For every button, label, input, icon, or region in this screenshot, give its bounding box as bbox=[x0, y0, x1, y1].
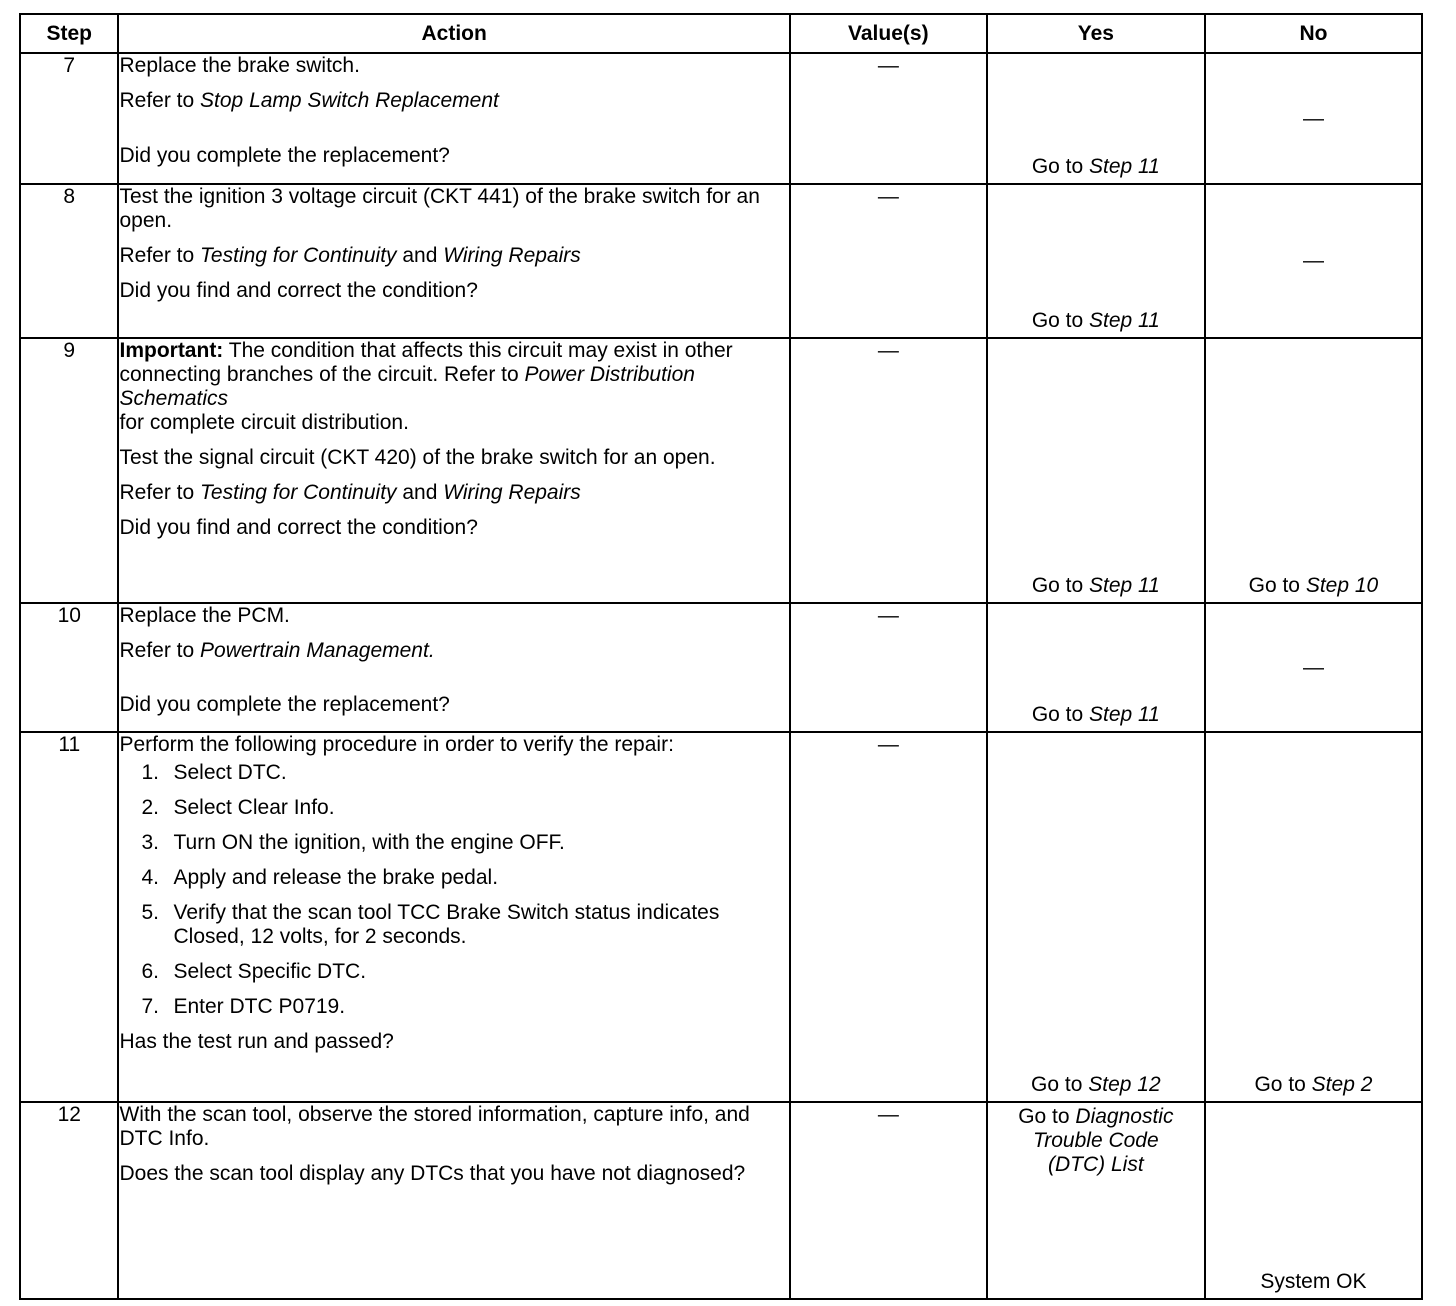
no-cell bbox=[1205, 184, 1422, 338]
value-cell: — bbox=[790, 184, 987, 338]
yes-action bbox=[988, 1105, 1204, 1177]
yes-cell bbox=[987, 184, 1205, 338]
goto-prefix: Go to bbox=[1031, 309, 1090, 332]
goto-prefix: Go to bbox=[1254, 1073, 1312, 1096]
goto-link[interactable]: Step 10 bbox=[1305, 574, 1379, 597]
table-row-step-12 bbox=[20, 1102, 1422, 1299]
action-question: Did you complete the replacement? bbox=[119, 144, 450, 167]
value-cell: — bbox=[790, 1102, 987, 1299]
ref-link[interactable]: Stop Lamp Switch Replacement bbox=[200, 89, 499, 112]
yes-cell bbox=[987, 53, 1205, 184]
yes-action bbox=[988, 574, 1204, 598]
procedure-item-text: Select DTC. bbox=[173, 761, 287, 784]
header-row bbox=[20, 14, 1422, 53]
no-cell bbox=[1205, 603, 1422, 732]
ref-prefix: Refer to bbox=[119, 639, 201, 662]
goto-prefix: Go to bbox=[1018, 1105, 1076, 1128]
table-row-step-7 bbox=[20, 53, 1422, 184]
ref-link[interactable]: Testing for Continuity bbox=[200, 481, 397, 504]
header-values: Value(s) bbox=[790, 14, 987, 53]
action-text: Perform the following procedure in order to verify the repair: bbox=[119, 733, 674, 756]
no-cell bbox=[1205, 732, 1422, 1102]
action-text: Replace the brake switch. bbox=[119, 54, 360, 77]
procedure-item bbox=[141, 901, 788, 949]
yes-action bbox=[988, 703, 1204, 727]
action-reference bbox=[119, 481, 788, 505]
goto-prefix: Go to bbox=[1031, 155, 1090, 178]
goto-link[interactable]: Step 12 bbox=[1088, 1073, 1161, 1096]
ref-link[interactable]: Wiring Repairs bbox=[443, 244, 581, 267]
no-dash: — bbox=[1302, 106, 1324, 130]
step-number: 8 bbox=[20, 184, 118, 338]
no-action bbox=[1206, 1073, 1421, 1097]
ref-prefix: Refer to bbox=[119, 89, 201, 112]
ref-prefix: Refer to bbox=[119, 481, 201, 504]
header-action: Action bbox=[118, 14, 789, 53]
procedure-item-number: 7. bbox=[141, 995, 159, 1018]
ref-prefix: Refer to bbox=[119, 244, 201, 267]
action-text: Test the ignition 3 voltage circuit (CKT 441) of the brake switch for an open. bbox=[119, 185, 760, 232]
goto-prefix: Go to bbox=[1031, 703, 1090, 726]
important-text: The condition that affects this circuit may exist in other connecting branches of the circuit. Refer to bbox=[119, 339, 733, 386]
yes-cell bbox=[987, 732, 1205, 1102]
procedure-item-text: Turn ON the ignition, with the engine OFF. bbox=[173, 831, 565, 854]
value-cell: — bbox=[790, 732, 987, 1102]
table-row-step-10 bbox=[20, 603, 1422, 732]
header-no: No bbox=[1205, 14, 1422, 53]
goto-link[interactable]: Step 11 bbox=[1089, 155, 1160, 178]
ref-link[interactable]: Power Distribution Schematics bbox=[119, 363, 695, 410]
no-action bbox=[1206, 574, 1421, 598]
value-cell: — bbox=[790, 338, 987, 603]
procedure-item-number: 5. bbox=[141, 901, 159, 924]
action-reference bbox=[119, 639, 788, 663]
important-label: Important: bbox=[119, 339, 224, 362]
action-reference bbox=[119, 89, 788, 113]
procedure-item bbox=[141, 995, 788, 1019]
procedure-item-number: 2. bbox=[141, 796, 159, 819]
procedure-item-text: Apply and release the brake pedal. bbox=[173, 866, 499, 889]
important-note bbox=[119, 339, 788, 435]
step-number: 11 bbox=[20, 732, 118, 1102]
procedure-item-text: Select Clear Info. bbox=[173, 796, 335, 819]
yes-cell bbox=[987, 1102, 1205, 1299]
procedure-item bbox=[141, 960, 788, 984]
header-step: Step bbox=[20, 14, 118, 53]
action-cell bbox=[118, 184, 789, 338]
procedure-item bbox=[141, 796, 788, 820]
action-cell bbox=[118, 603, 789, 732]
action-question: Did you find and correct the condition? bbox=[119, 516, 478, 539]
action-text: Replace the PCM. bbox=[119, 604, 290, 627]
procedure-item-number: 4. bbox=[141, 866, 159, 889]
goto-link[interactable]: Step 11 bbox=[1089, 574, 1160, 597]
goto-link[interactable]: Step 11 bbox=[1089, 703, 1160, 726]
ref-connector: and bbox=[396, 244, 444, 267]
action-cell bbox=[118, 338, 789, 603]
action-question: Does the scan tool display any DTCs that you have not diagnosed? bbox=[119, 1162, 746, 1185]
goto-prefix: Go to bbox=[1248, 574, 1306, 597]
procedure-item-text: Select Specific DTC. bbox=[173, 960, 367, 983]
action-text: With the scan tool, observe the stored information, capture info, and DTC Info. bbox=[119, 1103, 750, 1150]
procedure-item bbox=[141, 866, 788, 890]
ref-suffix: . bbox=[428, 639, 435, 662]
action-question: Did you find and correct the condition? bbox=[119, 279, 478, 302]
important-tail: for complete circuit distribution. bbox=[119, 411, 409, 434]
step-number: 7 bbox=[20, 53, 118, 184]
action-reference bbox=[119, 244, 788, 268]
step-number: 9 bbox=[20, 338, 118, 603]
no-action: System OK bbox=[1260, 1270, 1367, 1293]
action-cell bbox=[118, 53, 789, 184]
action-question: Has the test run and passed? bbox=[119, 1030, 394, 1053]
no-dash: — bbox=[1302, 655, 1324, 679]
no-dash: — bbox=[1302, 249, 1324, 272]
step-number: 12 bbox=[20, 1102, 118, 1299]
action-question: Did you complete the replacement? bbox=[119, 693, 450, 716]
no-cell bbox=[1205, 338, 1422, 603]
yes-action bbox=[988, 309, 1204, 333]
table-row-step-11 bbox=[20, 732, 1422, 1102]
header-yes: Yes bbox=[987, 14, 1205, 53]
goto-link[interactable]: Step 2 bbox=[1311, 1073, 1373, 1096]
ref-link[interactable]: Powertrain Management bbox=[200, 639, 429, 662]
action-cell bbox=[118, 1102, 789, 1299]
action-text: Test the signal circuit (CKT 420) of the brake switch for an open. bbox=[119, 446, 716, 469]
procedure-item-text: Enter DTC P0719. bbox=[173, 995, 346, 1018]
procedure-item bbox=[141, 831, 788, 855]
value-cell: — bbox=[790, 603, 987, 732]
table-row-step-9 bbox=[20, 338, 1422, 603]
step-number: 10 bbox=[20, 603, 118, 732]
procedure-item-number: 3. bbox=[141, 831, 159, 854]
ref-link[interactable]: Testing for Continuity bbox=[200, 244, 397, 267]
no-cell bbox=[1205, 1102, 1422, 1299]
yes-action bbox=[988, 155, 1204, 179]
value-cell: — bbox=[790, 53, 987, 184]
yes-cell bbox=[987, 603, 1205, 732]
procedure-item bbox=[141, 761, 788, 785]
diagnostic-table bbox=[19, 13, 1423, 1300]
goto-link[interactable]: Step 11 bbox=[1089, 309, 1160, 332]
goto-link[interactable]: Diagnostic Trouble Code (DTC) List bbox=[1032, 1105, 1174, 1176]
goto-prefix: Go to bbox=[1031, 574, 1090, 597]
table-row-step-8 bbox=[20, 184, 1422, 338]
yes-action bbox=[988, 1073, 1204, 1097]
procedure-item-number: 1. bbox=[141, 761, 159, 784]
yes-cell bbox=[987, 338, 1205, 603]
procedure-item-text: Verify that the scan tool TCC Brake Switch status indicates Closed, 12 volts, for 2 seconds. bbox=[173, 901, 720, 948]
ref-link[interactable]: Wiring Repairs bbox=[443, 481, 581, 504]
action-cell bbox=[118, 732, 789, 1102]
no-cell bbox=[1205, 53, 1422, 184]
goto-prefix: Go to bbox=[1031, 1073, 1089, 1096]
ref-connector: and bbox=[396, 481, 444, 504]
procedure-list bbox=[119, 761, 788, 1019]
procedure-item-number: 6. bbox=[141, 960, 159, 983]
